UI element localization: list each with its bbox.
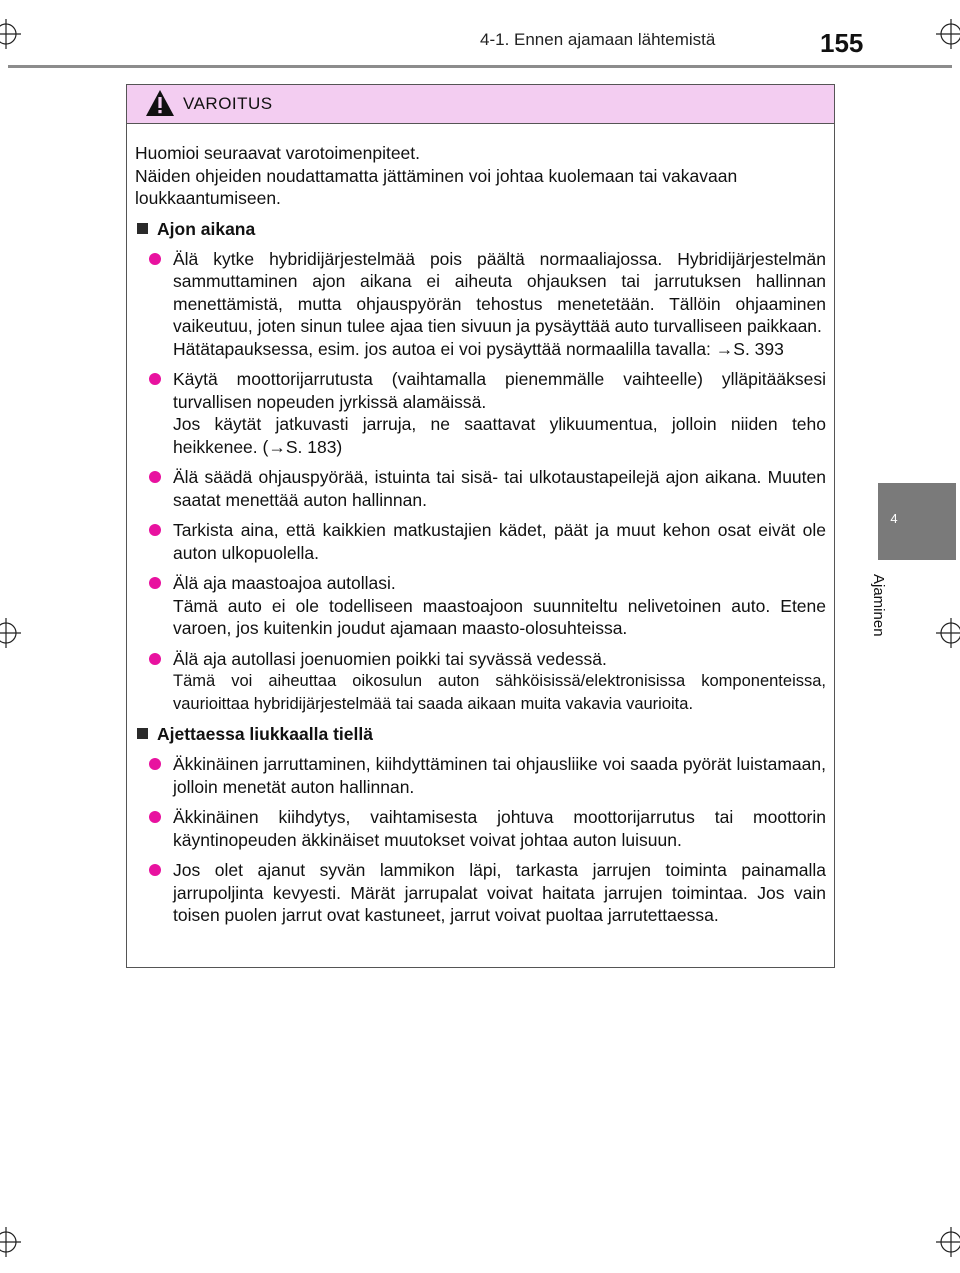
list-item-text: Älä kytke hybridijärjestelmää pois päältä normaaliajossa. Hybridijärjestelmän sammuttaminen ajon aikana ei aiheuta ohjauksen tai jarrutuksen hallinnan menettämistä, mutta ohjauspyörän tehostus menetetään. Tällöin ohjaaminen vaikeutuu, joten sinun tulee ajaa tien sivuun ja pysäyttää auto turvalliseen paikkaan. — [173, 248, 826, 336]
section-heading-text: Ajon aikana — [157, 218, 256, 239]
list-item — [135, 572, 826, 640]
list-item — [135, 248, 826, 361]
bullet-dot-icon — [149, 253, 161, 265]
bullet-dot-icon — [149, 653, 161, 665]
list-item — [135, 648, 826, 716]
list-item-text: Hätätapauksessa, esim. jos autoa ei voi pysäyttää normaalilla tavalla: →S. 393 — [173, 338, 784, 359]
bullet-dot-icon — [149, 577, 161, 589]
list-item-text: Äkkinäinen jarruttaminen, kiihdyttäminen tai ohjausliike voi saada pyörät luistamaan, jolloin menetät auton hallinnan. — [173, 754, 826, 797]
bullet-dot-icon — [149, 373, 161, 385]
list-item-text: Käytä moottorijarrutusta (vaihtamalla pienemmälle vaihteelle) ylläpitääksesi turvallisen nopeuden jyrkissä alamäissä. — [173, 369, 826, 412]
chapter-tab — [878, 483, 956, 560]
section-heading-text: Ajettaessa liukkaalla tiellä — [157, 724, 373, 744]
warning-box — [126, 84, 835, 968]
list-item-text: Jos olet ajanut syvän lammikon läpi, tarkasta jarrujen toiminta painamalla jarrupoljinta kevyesti. Märät jarrupalat voivat haitata jarrujen toimintaa. Jos vain toisen puolen jarrut ovat kastuneet, jarrut voivat puoltaa jarrutettaessa. — [173, 860, 826, 925]
intro-line: Näiden ohjeiden noudattamatta jättäminen voi johtaa kuolemaan tai vakavaan loukkaantumiseen. — [135, 165, 738, 208]
list-item — [135, 368, 826, 458]
list-item-text: Tämä auto ei ole todelliseen maastoajoon suunniteltu nelivetoinen auto. Etene varoen, jos kuitenkin joudut ajamaan maasto-olosuhteissa. — [173, 595, 826, 638]
registration-mark-bottom-left-icon — [0, 1227, 21, 1257]
warning-title: VAROITUS — [183, 94, 273, 113]
chapter-label-container — [865, 574, 895, 654]
list-item — [135, 519, 826, 564]
list-item-text: Älä aja autollasi joenuomien poikki tai syvässä vedessä. — [173, 648, 607, 669]
list-item-text: Älä säädä ohjauspyörää, istuinta tai sisä- tai ulkotaustapeilejä ajon aikana. Muuten saatat menettää auton hallinnan. — [173, 467, 826, 510]
registration-mark-mid-right-icon — [936, 618, 960, 648]
page-header — [0, 0, 960, 70]
registration-mark-mid-left-icon — [0, 618, 21, 648]
bullet-dot-icon — [149, 758, 161, 770]
chapter-label: Ajaminen — [870, 574, 887, 637]
list-item-text: Äkkinäinen kiihdytys, vaihtamisesta johtuva moottorijarrutus tai moottorin käyntinopeuden äkkinäiset muutokset voivat johtaa auton luisuun. — [173, 807, 826, 850]
intro-line: Huomioi seuraavat varotoimenpiteet. — [135, 143, 421, 163]
list-item-text: Tarkista aina, että kaikkien matkustajien kädet, päät ja muut kehon osat eivät ole auton ulkopuolella. — [173, 520, 826, 563]
square-bullet-icon — [137, 728, 148, 739]
bullet-dot-icon — [149, 811, 161, 823]
list-item-text: Älä aja maastoajoa autollasi. — [173, 573, 396, 593]
header-divider — [8, 65, 952, 68]
page-number: 155 — [820, 28, 864, 58]
list-item-text: Jos käytät jatkuvasti jarruja, ne saattavat ylikuumentua, jolloin niiden teho heikkenee. (→S. 183) — [173, 414, 826, 457]
chapter-number: 4 — [890, 511, 898, 526]
warning-triangle-icon — [145, 89, 175, 117]
warning-intro — [135, 142, 826, 210]
list-item — [135, 466, 826, 511]
square-bullet-icon — [137, 223, 148, 234]
section-title: 4-1. Ennen ajamaan lähtemistä — [480, 30, 716, 49]
warning-header — [127, 85, 834, 124]
list-item — [135, 753, 826, 798]
section-heading-while-driving — [135, 218, 826, 240]
list-item-text: Tämä voi aiheuttaa oikosulun auton sähköisissä/elektronisissa komponenteissa, vaurioittaa hybridijärjestelmää tai saada aikaan muita vakavia vaurioita. — [173, 672, 826, 713]
bullet-dot-icon — [149, 864, 161, 876]
warning-body — [127, 124, 834, 927]
list-item — [135, 859, 826, 927]
registration-mark-bottom-right-icon — [936, 1227, 960, 1257]
bullet-dot-icon — [149, 524, 161, 536]
bullet-dot-icon — [149, 471, 161, 483]
section-heading-slippery-road — [135, 723, 826, 745]
list-item — [135, 806, 826, 851]
